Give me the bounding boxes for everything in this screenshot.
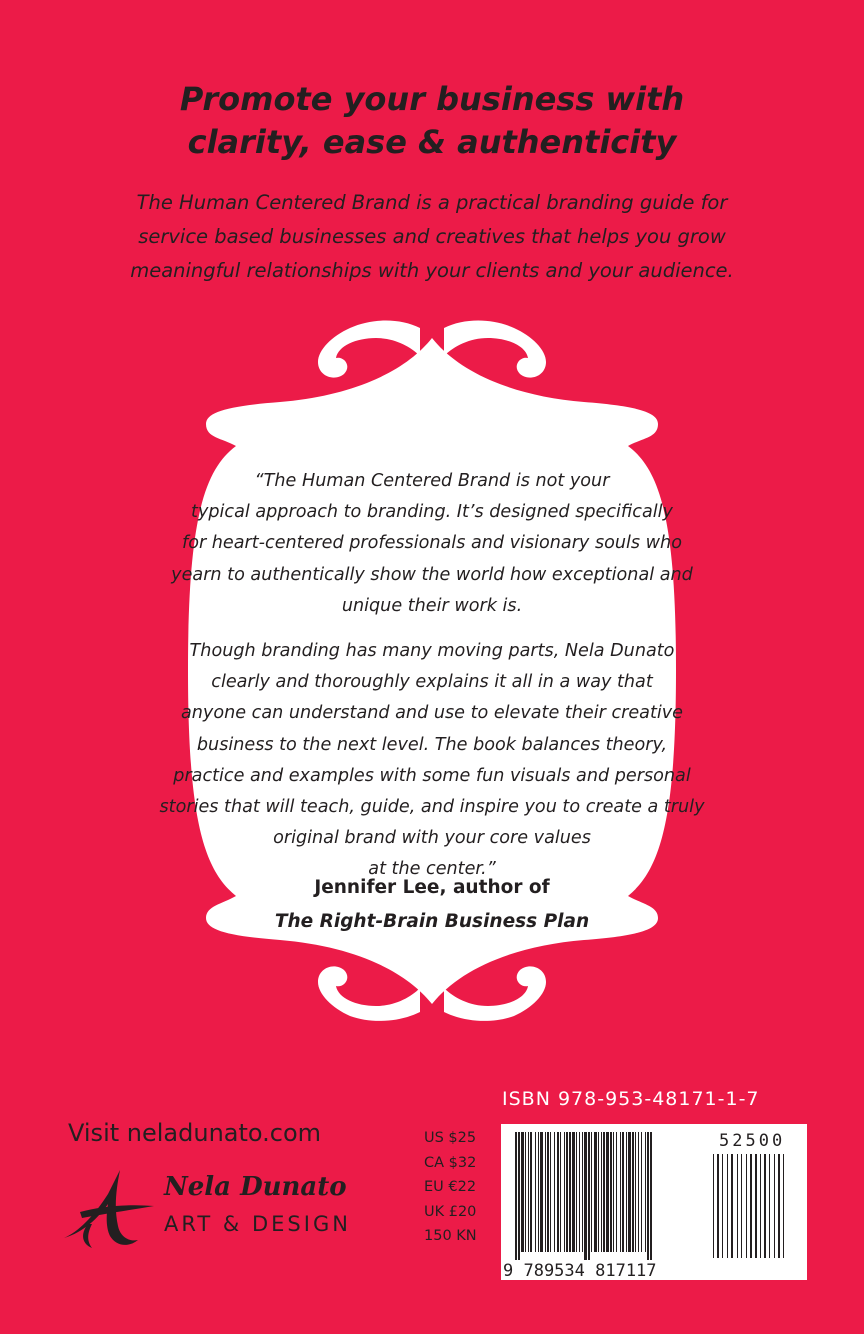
barcode-bar (628, 1132, 631, 1252)
price-item: 150 KN (424, 1228, 477, 1244)
quote-line: “The Human Centered Brand is not your (254, 471, 610, 491)
barcode-bar (737, 1154, 738, 1258)
price-addon-bars (713, 1154, 784, 1258)
quote-line: at the center.” (368, 859, 496, 880)
barcode-bar (603, 1132, 605, 1252)
attribution-book-title: The Right-Brain Business Plan (274, 911, 590, 932)
barcode-bar (613, 1132, 614, 1252)
barcode (501, 1124, 807, 1280)
quote-line: anyone can understand and use to elevate their creative (180, 703, 683, 724)
publisher-tagline: ART & DESIGN (164, 1212, 351, 1236)
ean-bars (515, 1132, 652, 1260)
quote-line: practice and examples with some fun visuals and personal (173, 765, 691, 786)
barcode-bar (641, 1132, 642, 1252)
quote-line: for heart-centered professionals and visionary souls who (182, 533, 682, 554)
isbn-number: ISBN 978-953-48171-1-7 (502, 1088, 760, 1110)
price-item: US $25 (424, 1130, 477, 1146)
testimonial-quote (0, 466, 864, 886)
barcode-bar (588, 1132, 590, 1260)
barcode-bar (622, 1132, 624, 1252)
barcode-bar (594, 1132, 597, 1252)
barcode-price-code: 52500 (719, 1131, 786, 1151)
publisher-name: Nela Dunato (164, 1172, 347, 1202)
price-item: CA $32 (424, 1154, 477, 1171)
intro-text (0, 186, 864, 288)
barcode-bar (626, 1132, 627, 1252)
quote-line: yearn to authentically show the world how exceptional and (171, 564, 693, 585)
barcode-bar (635, 1132, 636, 1252)
barcode-bar (647, 1132, 649, 1260)
quote-line: clearly and thoroughly explains it all in a way that (211, 672, 653, 693)
quote-paragraph-1 (0, 466, 864, 622)
barcode-bar (528, 1132, 529, 1252)
barcode-bar (610, 1132, 612, 1252)
barcode-bar (727, 1154, 728, 1258)
barcode-bar (564, 1132, 565, 1252)
barcode-bar (569, 1132, 571, 1252)
barcode-bar (620, 1132, 621, 1252)
barcode-bar (515, 1132, 517, 1260)
barcode-bar (560, 1132, 561, 1252)
intro-line: meaningful relationships with your clients and your audience. (130, 259, 734, 282)
barcode-bar (550, 1132, 551, 1252)
barcode-bar (632, 1132, 634, 1252)
barcode-bar (525, 1132, 526, 1252)
barcode-bar (582, 1132, 583, 1252)
barcode-bar (741, 1154, 742, 1258)
barcode-bar (774, 1154, 775, 1258)
headline (0, 78, 864, 164)
price-item: EU €22 (424, 1179, 477, 1195)
barcode-bar (783, 1154, 784, 1258)
barcode-bar (769, 1154, 770, 1258)
headline-line: Promote your business with (179, 80, 685, 118)
quote-paragraph-2 (0, 636, 864, 886)
barcode-bar (535, 1132, 536, 1252)
barcode-bar (545, 1132, 546, 1252)
barcode-bar (778, 1154, 780, 1258)
barcode-number: 9 789534 817117 (503, 1261, 657, 1280)
barcode-bar (755, 1154, 757, 1258)
barcode-bar (566, 1132, 568, 1252)
barcode-bar (579, 1132, 580, 1252)
barcode-bar (764, 1154, 766, 1258)
barcode-bar (601, 1132, 602, 1252)
barcode-bar (576, 1132, 577, 1252)
barcode-bar (750, 1154, 752, 1258)
intro-line: The Human Centered Brand is a practical branding guide for (136, 191, 728, 214)
barcode-bar (572, 1132, 575, 1252)
barcode-bar (606, 1132, 609, 1252)
barcode-bar (722, 1154, 723, 1258)
barcode-bar (650, 1132, 652, 1260)
stylized-a-logo-icon (58, 1166, 158, 1252)
barcode-bar (518, 1132, 520, 1260)
barcode-bar (638, 1132, 639, 1252)
barcode-bar (746, 1154, 747, 1258)
barcode-bar (731, 1154, 733, 1258)
barcode-bar (554, 1132, 555, 1252)
barcode-graphic (501, 1124, 807, 1280)
barcode-bar (557, 1132, 559, 1252)
barcode-bar (530, 1132, 532, 1252)
quote-line: unique their work is. (341, 595, 523, 616)
quote-attribution (0, 871, 864, 939)
barcode-bar (598, 1132, 599, 1252)
quote-line: business to the next level. The book balances theory, (196, 734, 668, 755)
barcode-bar (584, 1132, 587, 1260)
barcode-bar (538, 1132, 539, 1252)
barcode-bar (713, 1154, 714, 1258)
quote-line: original brand with your core values (273, 828, 591, 849)
intro-line: service based businesses and creatives that helps you grow (138, 225, 726, 248)
barcode-bar (645, 1132, 646, 1252)
quote-line: stories that will teach, guide, and inspire you to create a truly (159, 797, 705, 818)
barcode-bar (591, 1132, 592, 1252)
barcode-bar (717, 1154, 719, 1258)
barcode-bar (616, 1132, 617, 1252)
price-item: UK £20 (424, 1203, 477, 1220)
barcode-bar (521, 1132, 524, 1252)
barcode-bar (547, 1132, 549, 1252)
barcode-bar (540, 1132, 543, 1252)
quote-line: Though branding has many moving parts, Nela Dunato (189, 641, 675, 662)
quote-line: typical approach to branding. It’s designed specifically (191, 502, 673, 523)
website-link[interactable]: Visit neladunato.com (68, 1119, 322, 1147)
price-list (424, 1126, 477, 1249)
barcode-bar (760, 1154, 761, 1258)
headline-line: clarity, ease & authenticity (187, 123, 677, 161)
attribution-name: Jennifer Lee, author of (314, 877, 550, 898)
